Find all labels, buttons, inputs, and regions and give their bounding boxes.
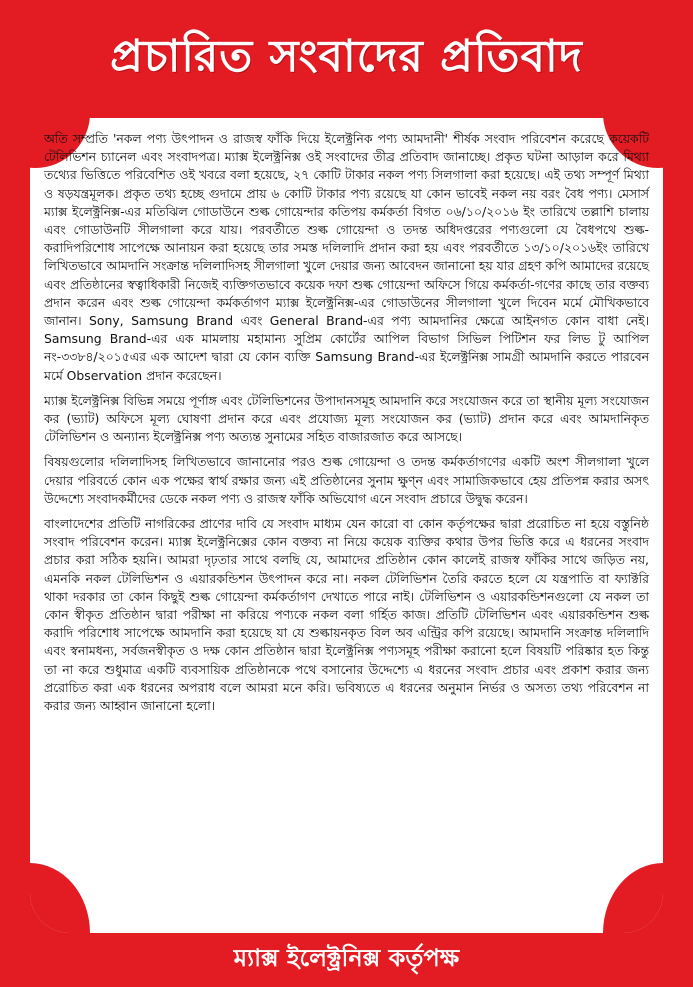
decorative-corner xyxy=(30,863,90,933)
paragraph: ম্যাক্স ইলেক্ট্রনিক্স বিভিন্ন সময়ে পূর্ণাঙ্গ এবং টেলিভিশনের উপাদানসমূহ আমদানি করে সংযোজন করে তা স্থানীয় মূল্য সংযোজন কর (ভ্যাট) অফিসে মূল্য ঘোষণা প্রদান করে এবং প্রযোজ্য মূল্য সংযোজন কর (ভ্যাট) প্রদান করে এবং আমদানিকৃত টেলিভিশন ও অন্যান্য ইলেক্ট্রনিক্স পণ্য অত্যন্ত সুনামের সহিত বাজারজাত করে আসছে। xyxy=(44,392,649,445)
page-title: প্রচারিত সংবাদের প্রতিবাদ xyxy=(110,30,583,82)
paragraph: বাংলাদেশের প্রতিটি নাগরিকের প্রাণের দাবি যে সংবাদ মাধ্যম যেন কারো বা কোন কর্তৃপক্ষের দ্বারা প্ররোচিত না হয়ে বস্তুনিষ্ঠ সংবাদ পরিবেশন করেন। ম্যাক্স ইলেক্ট্রনিক্সের কোন বক্তব্য না নিয়ে কয়েক ব্যক্তির কথার উপর ভিত্তি করে এ ধরনের সংবাদ প্রচার করা সঠিক হয়নি। আমরা দৃঢ়তার সাথে বলছি যে, আমাদের প্রতিষ্ঠান কোন কালেই রাজস্ব ফাঁকির সাথে জড়িত নয়, এমনকি নকল টেলিভিশন ও এয়ারকন্ডিশন উৎপাদন করে না। নকল টেলিভিশন তৈরি করতে হলে যে যন্ত্রপাতি বা ফ্যাক্টরি থাকা দরকার তা কোন কিছুই শুল্ক গোয়েন্দা কর্মকর্তাগণ দেখাতে পারে নাই। টেলিভিশন ও এয়ারকন্ডিশনগুলো যে নকল তা কোন স্বীকৃত প্রতিষ্ঠান দ্বারা পরীক্ষা না করিয়ে পণ্যকে নকল বলা গর্হিত কাজ। প্রতিটি টেলিভিশন এবং এয়ারকন্ডিশন শুল্ক করাদি পরিশোধ সাপেক্ষে আমদানি করা হয়েছে যা যে শুল্কায়নকৃত বিল অব এন্ট্রির কপি রয়েছে। আমদানি সংক্রান্ত দলিলাদি এবং স্বনামধন্য, সর্বজনস্বীকৃত ও দক্ষ কোন প্রতিষ্ঠান দ্বারা ইলেক্ট্রনিক্স পণ্যসমূহ পরীক্ষা করানো হলে বিষয়টি পরিষ্কার হত কিন্তু তা না করে শুধুমাত্র একটি ব্যবসায়িক প্রতিষ্ঠানকে পথে বসানোর উদ্দেশ্যে এ ধরনের সংবাদ প্রচার এবং প্রকাশ করার জন্য প্ররোচিত করা এক ধরনের অপরাধ বলে আমরা মনে করি। ভবিষ্যতে এ ধরনের অনুমান নির্ভর ও অসত্য তথ্য পরিবেশন না করার জন্য আহ্বান জানানো হলো। xyxy=(44,516,649,714)
paragraph: বিষয়গুলোর দলিলাদিসহ লিখিতভাবে জানানোর পরও শুল্ক গোয়েন্দা ও তদন্ত কর্মকর্তাগণের একটি অংশ সীলগালা খুলে দেয়ার পরিবর্তে কোন এক পক্ষের স্বার্থ রক্ষার জন্য এই প্রতিষ্ঠানের সুনাম ক্ষুণ্ন এবং সামাজিকভাবে হেয় প্রতিপন্ন করার অসৎ উদ্দেশ্যে সংবাদকর্মীদের ডেকে নকল পণ্য ও রাজস্ব ফাঁকি অভিযোগ এনে সংবাদ প্রচারে উদ্বুদ্ধ করেন। xyxy=(44,454,649,506)
paragraph: অতি সম্প্রতি 'নকল পণ্য উৎপাদন ও রাজস্ব ফাঁকি দিয়ে ইলেক্ট্রনিক পণ্য আমদানী' শীর্ষক সংবাদ পরিবেশন করেছে কয়েকটি টেলিভিশন চ্যানেল এবং সংবাদপত্র। ম্যাক্স ইলেক্ট্রনিক্স ওই সংবাদের তীব্র প্রতিবাদ জানাচ্ছে। প্রকৃত ঘটনা আড়াল করে মিথ্যা তথ্যের ভিত্তিতে পরিবেশিত ওই খবরে বলা হয়েছে, ২৭ কোটি টাকার নকল পণ্য সিলগালা করা হয়েছে। এই তথ্য সম্পূর্ণ মিথ্যা ও ষড়যন্ত্রমূলক। প্রকৃত তথ্য হচ্ছে গুদামে প্রায় ৬ কোটি টাকার পণ্য রয়েছে যা কোন ভাবেই নকল নয় বরং বৈধ পণ্য। মেসার্স ম্যাক্স ইলেক্ট্রনিক্স-এর মতিঝিল গোডাউনে শুল্ক গোয়েন্দার কতিপয় কর্মকর্তা বিগত ০৬/১০/২০১৬ ইং তারিখে তল্লাশি চালায় এবং গোডাউনটি সীলগালা করে যায়। পরবর্তীতে শুল্ক গোয়েন্দা ও তদন্ত অধিদপ্তরের পণ্যগুলো যে বৈধপথে শুল্ক-করাদিপরিশোধ সাপেক্ষে আনায়ন করা হয়েছে তার সমস্ত দলিলাদি প্রদান করা হয় এবং পরবর্তীতে ১৩/১০/২০১৬ইং তারিখে লিখিতভাবে আমদানি সংক্রান্ত দলিলাদিসহ সীলগালা খুলে দেয়ার জন্য আবেদন জানানো হয় যার গ্রহণ কপি আমাদের রয়েছে এবং প্রতিষ্ঠানের স্বত্বাধিকারী নিজেই ব্যক্তিগতভাবে কয়েক দফা শুল্ক গোয়েন্দা অফিসে গিয়ে কর্মকর্তা-গণের কাছে তার বক্তব্য প্রদান করেন এবং শুল্ক গোয়েন্দা কর্মকর্তাগণ ম্যাক্স ইলেক্ট্রনিক্স-এর গোডাউনের সীলগালা খুলে দিবেন মর্মে মৌখিকভাবে জানান। Sony, Samsung Brand এবং General Brand-এর পণ্য আমদানির ক্ষেত্রে আইনগত কোন বাধা নেই। Samsung Brand-এর এক মামলায় মহামান্য সুপ্রিম কোর্টের আপিল বিভাগ সিভিল পিটিশন ফর লিভ টু আপিল নং-৩৩৮৪/২০১৫এর এক আদেশ দ্বারা যে কোন ব্যক্তি Samsung Brand-এর ইলেক্ট্রনিক্স সামগ্রী আমদানি করতে পারবেন মর্মে Observation প্রদান করেছেন। xyxy=(44,131,649,383)
statement-panel xyxy=(30,118,663,933)
statement-body xyxy=(44,130,649,715)
footer-banner xyxy=(0,933,693,987)
signature: ম্যাক্স ইলেক্ট্রনিক্স কর্তৃপক্ষ xyxy=(233,944,460,972)
decorative-corner xyxy=(603,863,663,933)
header-banner xyxy=(0,0,693,118)
